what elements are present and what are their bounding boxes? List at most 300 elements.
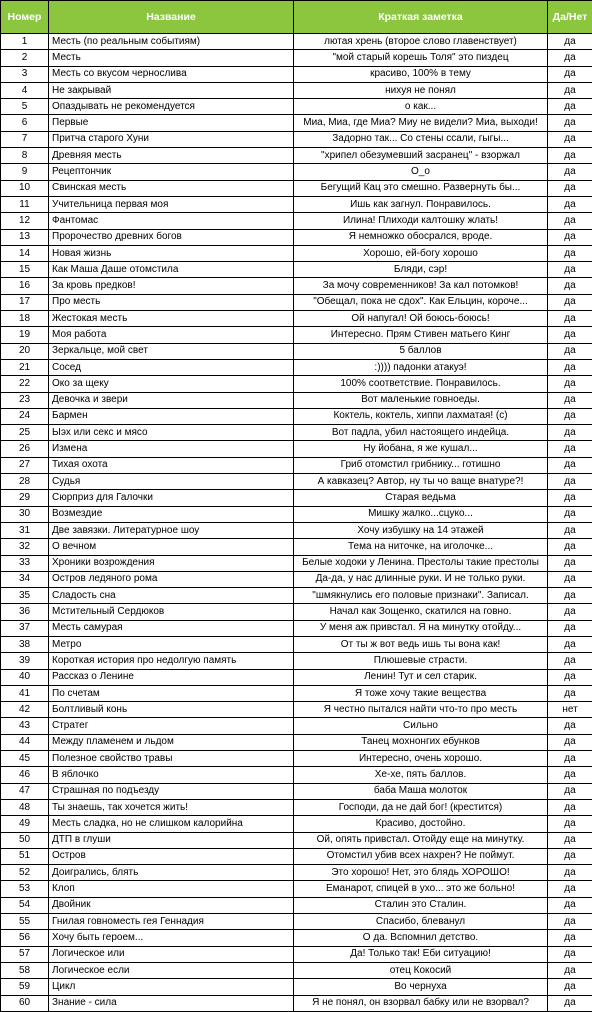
row-note: О да. Вспомнил детство. — [294, 930, 548, 946]
row-number: 30 — [1, 506, 49, 522]
row-number: 21 — [1, 359, 49, 375]
header-note: Краткая заметка — [294, 1, 548, 34]
row-note: нихуя не понял — [294, 82, 548, 98]
row-yes-no: да — [548, 229, 592, 245]
table-row — [1, 962, 592, 978]
row-number: 15 — [1, 262, 49, 278]
row-note: Во чернуха — [294, 979, 548, 995]
row-number: 34 — [1, 571, 49, 587]
row-yes-no: да — [548, 457, 592, 473]
row-yes-no: да — [548, 979, 592, 995]
row-note: Начал как Зощенко, скатился на говно. — [294, 604, 548, 620]
table-row — [1, 245, 592, 261]
row-note: От ты ж вот ведь ишь ты вона как! — [294, 636, 548, 652]
row-note: Господи, да не дай бог! (крестится) — [294, 799, 548, 815]
row-yes-no: да — [548, 474, 592, 490]
row-note: Вот маленькие говноеды. — [294, 392, 548, 408]
header-number: Номер — [1, 1, 49, 34]
row-title: Учительница первая моя — [49, 196, 294, 212]
row-title: Логическое если — [49, 962, 294, 978]
row-title: Хочу быть героем... — [49, 930, 294, 946]
row-number: 10 — [1, 180, 49, 196]
row-note: о как... — [294, 99, 548, 115]
row-title: Ты знаешь, так хочется жить! — [49, 799, 294, 815]
row-yes-no: да — [548, 359, 592, 375]
row-yes-no: да — [548, 555, 592, 571]
row-note: :)))) падонки атакуэ! — [294, 359, 548, 375]
row-yes-no: да — [548, 131, 592, 147]
table-row — [1, 588, 592, 604]
row-note: Илина! Плиходи калтошку жлать! — [294, 213, 548, 229]
row-yes-no: да — [548, 653, 592, 669]
row-title: Свинская месть — [49, 180, 294, 196]
table-row — [1, 653, 592, 669]
row-yes-no: да — [548, 66, 592, 82]
table-row — [1, 180, 592, 196]
row-yes-no: да — [548, 848, 592, 864]
row-number: 2 — [1, 50, 49, 66]
row-yes-no: да — [548, 881, 592, 897]
row-number: 36 — [1, 604, 49, 620]
row-title: Новая жизнь — [49, 245, 294, 261]
row-number: 18 — [1, 311, 49, 327]
table-row — [1, 897, 592, 913]
row-number: 29 — [1, 490, 49, 506]
table-row — [1, 196, 592, 212]
row-number: 49 — [1, 816, 49, 832]
row-number: 27 — [1, 457, 49, 473]
row-title: Логическое или — [49, 946, 294, 962]
row-yes-no: да — [548, 522, 592, 538]
table-row — [1, 571, 592, 587]
row-number: 5 — [1, 99, 49, 115]
row-yes-no: да — [548, 262, 592, 278]
row-yes-no: да — [548, 425, 592, 441]
row-note: Я не понял, он взорвал бабку или не взорвал? — [294, 995, 548, 1011]
row-number: 46 — [1, 767, 49, 783]
row-note: У меня аж привстал. Я на минутку отойду... — [294, 620, 548, 636]
row-number: 45 — [1, 751, 49, 767]
row-title: Тихая охота — [49, 457, 294, 473]
row-note: Красиво, достойно. — [294, 816, 548, 832]
row-number: 31 — [1, 522, 49, 538]
row-number: 56 — [1, 930, 49, 946]
row-number: 42 — [1, 702, 49, 718]
table-row — [1, 506, 592, 522]
row-yes-no: да — [548, 294, 592, 310]
header-row — [1, 1, 592, 34]
row-title: Притча старого Хуни — [49, 131, 294, 147]
row-yes-no: да — [548, 506, 592, 522]
row-note: красиво, 100% в тему — [294, 66, 548, 82]
row-note: Сильно — [294, 718, 548, 734]
row-note: Коктель, коктель, хиппи лахматая! (с) — [294, 408, 548, 424]
row-title: По счетам — [49, 685, 294, 701]
row-note: Гриб отомстил грибнику... готишно — [294, 457, 548, 473]
row-title: Метро — [49, 636, 294, 652]
row-number: 13 — [1, 229, 49, 245]
row-title: Бармен — [49, 408, 294, 424]
row-title: Опаздывать не рекомендуется — [49, 99, 294, 115]
row-number: 7 — [1, 131, 49, 147]
row-number: 1 — [1, 34, 49, 50]
row-note: Я тоже хочу такие вещества — [294, 685, 548, 701]
row-yes-no: да — [548, 946, 592, 962]
row-note: Хе-хе, пять баллов. — [294, 767, 548, 783]
row-note: Да-да, у нас длинные руки. И не только руки. — [294, 571, 548, 587]
row-yes-no: да — [548, 196, 592, 212]
row-title: Мстительный Сердюков — [49, 604, 294, 620]
row-title: За кровь предков! — [49, 278, 294, 294]
row-yes-no: да — [548, 408, 592, 424]
table-row — [1, 278, 592, 294]
table-row — [1, 311, 592, 327]
row-number: 60 — [1, 995, 49, 1011]
row-title: Двойник — [49, 897, 294, 913]
row-note: Старая ведьма — [294, 490, 548, 506]
row-title: Знание - сила — [49, 995, 294, 1011]
row-yes-no: да — [548, 278, 592, 294]
row-number: 26 — [1, 441, 49, 457]
table-row — [1, 34, 592, 50]
row-note: Спасибо, блеванул — [294, 914, 548, 930]
row-note: Ленин! Тут и сел старик. — [294, 669, 548, 685]
row-title: Око за щеку — [49, 376, 294, 392]
table-row — [1, 327, 592, 343]
row-note: Хочу избушку на 14 этажей — [294, 522, 548, 538]
row-title: Гнилая говноместь гея Геннадия — [49, 914, 294, 930]
table-row — [1, 441, 592, 457]
table-row — [1, 816, 592, 832]
row-title: Короткая история про недолгую память — [49, 653, 294, 669]
row-title: Месть со вкусом чернослива — [49, 66, 294, 82]
table-row — [1, 522, 592, 538]
header-title: Название — [49, 1, 294, 34]
row-title: Месть (по реальным событиям) — [49, 34, 294, 50]
row-number: 28 — [1, 474, 49, 490]
row-title: Болтливый конь — [49, 702, 294, 718]
row-number: 53 — [1, 881, 49, 897]
row-note: "мой старый корешь Толя" это пиздец — [294, 50, 548, 66]
row-yes-no: да — [548, 34, 592, 50]
row-yes-no: да — [548, 930, 592, 946]
table-row — [1, 262, 592, 278]
row-title: Полезное свойство травы — [49, 751, 294, 767]
row-number: 12 — [1, 213, 49, 229]
table-row — [1, 148, 592, 164]
row-number: 19 — [1, 327, 49, 343]
table-row — [1, 343, 592, 359]
table-row — [1, 82, 592, 98]
row-note: "шмякнулись его половые признаки". Записал. — [294, 588, 548, 604]
row-note: Тема на ниточке, на иголочке... — [294, 539, 548, 555]
row-yes-no: да — [548, 865, 592, 881]
row-yes-no: да — [548, 392, 592, 408]
table-row — [1, 359, 592, 375]
row-note: Белые ходоки у Ленина. Престолы такие престолы — [294, 555, 548, 571]
row-yes-no: да — [548, 604, 592, 620]
table-row — [1, 979, 592, 995]
row-title: Судья — [49, 474, 294, 490]
row-yes-no: да — [548, 620, 592, 636]
table-row — [1, 718, 592, 734]
table-row — [1, 685, 592, 701]
row-number: 9 — [1, 164, 49, 180]
row-yes-no: да — [548, 636, 592, 652]
row-title: Фантомас — [49, 213, 294, 229]
row-yes-no: да — [548, 832, 592, 848]
row-number: 39 — [1, 653, 49, 669]
row-yes-no: да — [548, 327, 592, 343]
row-yes-no: да — [548, 751, 592, 767]
table-row — [1, 376, 592, 392]
table-row — [1, 620, 592, 636]
row-number: 17 — [1, 294, 49, 310]
row-title: Клоп — [49, 881, 294, 897]
row-number: 47 — [1, 783, 49, 799]
table-row — [1, 213, 592, 229]
row-number: 20 — [1, 343, 49, 359]
row-yes-no: да — [548, 115, 592, 131]
row-title: Месть — [49, 50, 294, 66]
row-note: Плюшевые страсти. — [294, 653, 548, 669]
row-note: отец Кокосий — [294, 962, 548, 978]
row-number: 44 — [1, 734, 49, 750]
row-yes-no: да — [548, 50, 592, 66]
table-row — [1, 832, 592, 848]
row-note: Бегущий Кац это смешно. Развернуть бы... — [294, 180, 548, 196]
row-number: 33 — [1, 555, 49, 571]
row-yes-no: нет — [548, 702, 592, 718]
row-number: 50 — [1, 832, 49, 848]
row-note: За мочу современников! За кал потомков! — [294, 278, 548, 294]
header-yes-no: Да/Нет — [548, 1, 592, 34]
row-number: 16 — [1, 278, 49, 294]
row-title: Как Маша Даше отомстила — [49, 262, 294, 278]
row-number: 43 — [1, 718, 49, 734]
row-yes-no: да — [548, 376, 592, 392]
row-yes-no: да — [548, 669, 592, 685]
row-title: Возмездие — [49, 506, 294, 522]
table-row — [1, 392, 592, 408]
row-note: Бляди, сэр! — [294, 262, 548, 278]
row-yes-no: да — [548, 799, 592, 815]
table-row — [1, 636, 592, 652]
row-number: 25 — [1, 425, 49, 441]
table-row — [1, 555, 592, 571]
row-title: Первые — [49, 115, 294, 131]
row-yes-no: да — [548, 588, 592, 604]
row-note: Миа, Миа, где Миа? Миу не видели? Миа, выходи! — [294, 115, 548, 131]
table-row — [1, 164, 592, 180]
table-row — [1, 457, 592, 473]
row-number: 24 — [1, 408, 49, 424]
row-title: Сюрприз для Галочки — [49, 490, 294, 506]
table-row — [1, 474, 592, 490]
row-note: А кавказец? Автор, ну ты чо ваще внатуре?! — [294, 474, 548, 490]
row-yes-no: да — [548, 962, 592, 978]
row-yes-no: да — [548, 995, 592, 1011]
row-yes-no: да — [548, 180, 592, 196]
row-yes-no: да — [548, 213, 592, 229]
row-note: Хорошо, ей-богу хорошо — [294, 245, 548, 261]
row-note: лютая хрень (второе слово главенствует) — [294, 34, 548, 50]
row-note: баба Маша молоток — [294, 783, 548, 799]
row-title: Древняя месть — [49, 148, 294, 164]
row-number: 58 — [1, 962, 49, 978]
row-number: 40 — [1, 669, 49, 685]
row-note: Вот падла, убил настоящего индейца. — [294, 425, 548, 441]
row-yes-no: да — [548, 441, 592, 457]
table-row — [1, 229, 592, 245]
row-number: 35 — [1, 588, 49, 604]
row-yes-no: да — [548, 245, 592, 261]
row-note: Ну йобана, я же кушал... — [294, 441, 548, 457]
row-yes-no: да — [548, 490, 592, 506]
table-row — [1, 99, 592, 115]
row-title: Остров ледяного рома — [49, 571, 294, 587]
row-number: 8 — [1, 148, 49, 164]
table-row — [1, 131, 592, 147]
table-row — [1, 848, 592, 864]
row-title: О вечном — [49, 539, 294, 555]
row-note: Танец мохнонгих ебунков — [294, 734, 548, 750]
row-title: Месть самурая — [49, 620, 294, 636]
row-yes-no: да — [548, 734, 592, 750]
row-yes-no: да — [548, 816, 592, 832]
row-title: Зеркальце, мой свет — [49, 343, 294, 359]
row-yes-no: да — [548, 311, 592, 327]
row-title: Рецептончик — [49, 164, 294, 180]
row-note: "хрипел обезумевший засранец" - взоржал — [294, 148, 548, 164]
table-row — [1, 767, 592, 783]
row-number: 23 — [1, 392, 49, 408]
row-number: 57 — [1, 946, 49, 962]
row-number: 32 — [1, 539, 49, 555]
table-row — [1, 734, 592, 750]
table-row — [1, 946, 592, 962]
row-number: 48 — [1, 799, 49, 815]
row-yes-no: да — [548, 718, 592, 734]
row-number: 59 — [1, 979, 49, 995]
row-title: Остров — [49, 848, 294, 864]
row-note: Я немножко обосрался, вроде. — [294, 229, 548, 245]
row-title: Месть сладка, но не слишком калорийна — [49, 816, 294, 832]
row-note: Ой напугал! Ой боюсь-боюсь! — [294, 311, 548, 327]
row-title: Сладость сна — [49, 588, 294, 604]
row-note: Ишь как загнул. Понравилось. — [294, 196, 548, 212]
row-number: 22 — [1, 376, 49, 392]
row-note: Сталин это Сталин. — [294, 897, 548, 913]
row-note: "Обещал, пока не сдох". Как Ельцин, короче... — [294, 294, 548, 310]
table-row — [1, 539, 592, 555]
row-title: Ыэх или секс и мясо — [49, 425, 294, 441]
row-number: 54 — [1, 897, 49, 913]
table-row — [1, 930, 592, 946]
table-row — [1, 490, 592, 506]
row-title: Хроники возрождения — [49, 555, 294, 571]
table-row — [1, 881, 592, 897]
table-row — [1, 751, 592, 767]
row-number: 55 — [1, 914, 49, 930]
row-note: Ой, опять привстал. Отойду еще на минутку. — [294, 832, 548, 848]
row-note: Мишку жалко...сцуко... — [294, 506, 548, 522]
row-number: 4 — [1, 82, 49, 98]
row-title: Про месть — [49, 294, 294, 310]
row-note: 100% соответствие. Понравилось. — [294, 376, 548, 392]
row-note: Интересно, очень хорошо. — [294, 751, 548, 767]
row-number: 3 — [1, 66, 49, 82]
row-yes-no: да — [548, 897, 592, 913]
row-title: Цикл — [49, 979, 294, 995]
row-note: Отомстил убив всех нахрен? Не поймут. — [294, 848, 548, 864]
row-yes-no: да — [548, 99, 592, 115]
table-row — [1, 66, 592, 82]
table-row — [1, 604, 592, 620]
table-row — [1, 669, 592, 685]
row-note: Это хорошо! Нет, это блядь ХОРОШО! — [294, 865, 548, 881]
row-yes-no: да — [548, 571, 592, 587]
row-note: 5 баллов — [294, 343, 548, 359]
row-title: Моя работа — [49, 327, 294, 343]
table-row — [1, 50, 592, 66]
row-title: Девочка и звери — [49, 392, 294, 408]
table-row — [1, 294, 592, 310]
row-number: 41 — [1, 685, 49, 701]
row-yes-no: да — [548, 783, 592, 799]
row-note: Я честно пытался найти что-то про месть — [294, 702, 548, 718]
table-row — [1, 914, 592, 930]
row-number: 11 — [1, 196, 49, 212]
row-yes-no: да — [548, 767, 592, 783]
row-yes-no: да — [548, 343, 592, 359]
row-number: 14 — [1, 245, 49, 261]
table-row — [1, 865, 592, 881]
table-row — [1, 408, 592, 424]
row-number: 52 — [1, 865, 49, 881]
row-note: О_о — [294, 164, 548, 180]
table-row — [1, 799, 592, 815]
row-number: 38 — [1, 636, 49, 652]
table-row — [1, 995, 592, 1011]
table-row — [1, 702, 592, 718]
row-title: ДТП в глуши — [49, 832, 294, 848]
row-note: Интересно. Прям Стивен матьего Кинг — [294, 327, 548, 343]
row-number: 6 — [1, 115, 49, 131]
table-row — [1, 425, 592, 441]
row-number: 51 — [1, 848, 49, 864]
row-title: Рассказ о Ленине — [49, 669, 294, 685]
row-title: Страшная по подъезду — [49, 783, 294, 799]
row-note: Еманарот, спицей в ухо... это же больно! — [294, 881, 548, 897]
row-yes-no: да — [548, 539, 592, 555]
row-title: Две завязки. Литературное шоу — [49, 522, 294, 538]
row-title: Доигрались, блять — [49, 865, 294, 881]
row-title: Не закрывай — [49, 82, 294, 98]
row-note: Задорно так... Со стены ссали, гыгы... — [294, 131, 548, 147]
row-note: Да! Только так! Еби ситуацию! — [294, 946, 548, 962]
row-yes-no: да — [548, 914, 592, 930]
row-number: 37 — [1, 620, 49, 636]
row-title: Сосед — [49, 359, 294, 375]
row-title: Измена — [49, 441, 294, 457]
row-yes-no: да — [548, 164, 592, 180]
table-row — [1, 115, 592, 131]
row-yes-no: да — [548, 685, 592, 701]
row-title: Жестокая месть — [49, 311, 294, 327]
row-yes-no: да — [548, 148, 592, 164]
table-row — [1, 783, 592, 799]
